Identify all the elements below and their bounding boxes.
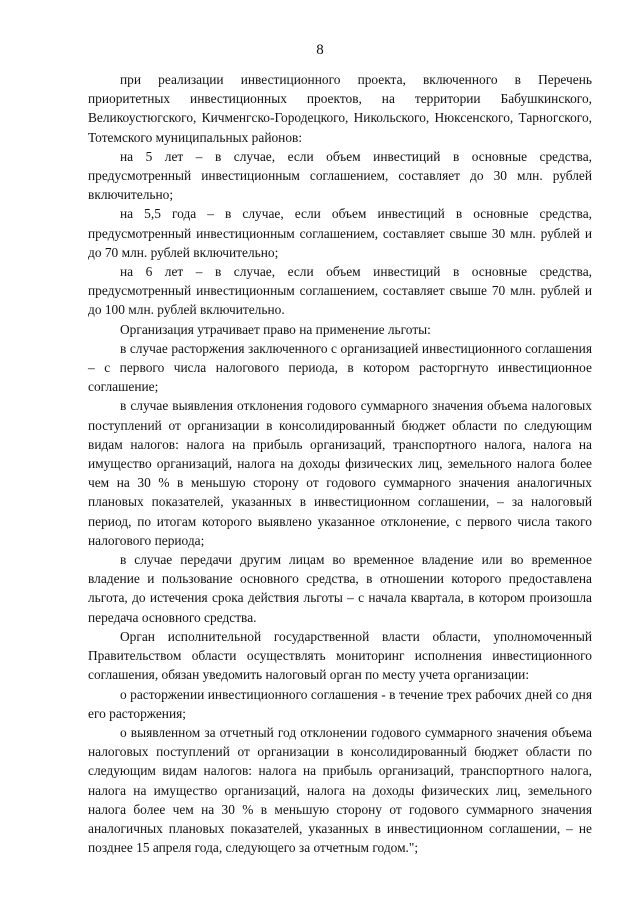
paragraph-notify-deviation: о выявленном за отчетный год отклонении годового суммарного значения объема налоговых поступлений от организации в консолидированный бюджет области по следующим видам налогов: налога на прибыль организаций, транспортного налога, налога на имущество организаций, налога на доходы физических лиц, земельного налога более чем на 30 % в меньшую сторону от годового суммарного значения аналогичных плановых показателей, указанных в инвестиционном соглашении, – не позднее 15 апреля года, следующего за отчетным годом."; (88, 724, 592, 856)
paragraph-loss-of-right: Организация утрачивает право на применение льготы: (120, 321, 431, 337)
paragraph-authority-duty: Орган исполнительной государственной власти области, уполномоченный Правительством области осуществлять мониторинг исполнения инвестиционного соглашения, обязан уведомить налоговый орган по месту учета организации: (88, 628, 592, 683)
paragraph-benefit-territories: при реализации инвестиционного проекта, включенного в Перечень приоритетных инвестиционных проектов, на территории Бабушкинского, Великоустюгского, Кичменгско-Городецкого, Никольского, Нюксенского, Тарногского, Тотемского муниципальных районов: (88, 72, 592, 145)
paragraph-loss-deviation: в случае выявления отклонения годового суммарного значения объема налоговых поступлений от организации в консолидированный бюджет области по следующим видам налогов: налога на прибыль организаций, транспортного налога, налога на имущество организаций, налога на доходы физических лиц, земельного налога более чем на 30 % в меньшую сторону от годового суммарного значения аналогичных плановых показателей, указанных в инвестиционном соглашении, – за налоговый период, по итогам которого выявлено указанное отклонение, с первого числа такого налогового периода; (88, 398, 592, 548)
paragraph-benefit-5-years: на 5 лет – в случае, если объем инвестиций в основные средства, предусмотренный инвестиционным соглашением, составляет до 30 млн. рублей включительно; (88, 148, 592, 203)
paragraph-benefit-5-5-years: на 5,5 года – в случае, если объем инвестиций в основные средства, предусмотренный инвестиционным соглашением, составляет свыше 30 млн. рублей и до 70 млн. рублей включительно; (88, 206, 592, 260)
paragraph-loss-transfer: в случае передачи другим лицам во временное владение или во временное владение и пользование основного средства, в отношении которого предоставлена льгота, до истечения срока действия льготы – с начала квартала, в котором произошла передача основного средства. (88, 552, 592, 625)
document-body (88, 70, 592, 857)
paragraph-benefit-6-years: на 6 лет – в случае, если объем инвестиций в основные средства, предусмотренный инвестиционным соглашением, составляет свыше 70 млн. рублей и до 100 млн. рублей включительно. (88, 264, 592, 318)
page-number: 8 (316, 42, 324, 58)
paragraph-loss-termination: в случае расторжения заключенного с организацией инвестиционного соглашения – с первого числа налогового периода, в котором расторгнуто инвестиционное соглашение; (88, 340, 592, 395)
paragraph-notify-termination: о расторжении инвестиционного соглашения - в течение трех рабочих дней со дня его расторжения; (88, 686, 592, 721)
